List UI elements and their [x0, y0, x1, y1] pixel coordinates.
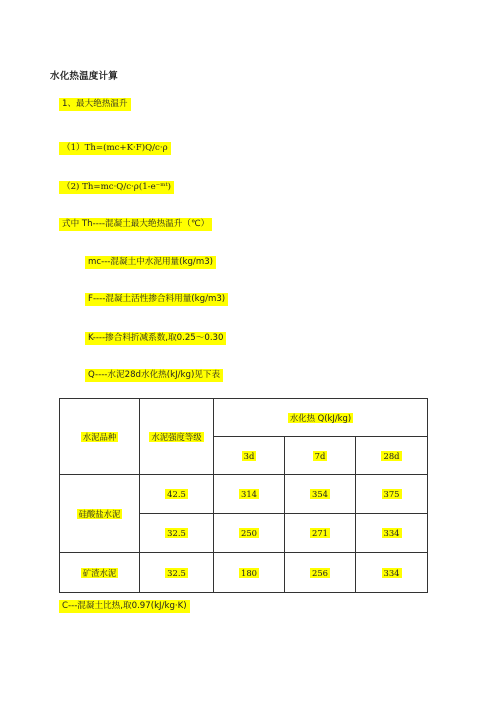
cell-heat-28d: 375	[356, 475, 428, 514]
formula-1: （1）Th=(mc+K·F)Q/c·ρ	[59, 142, 171, 155]
cell-heat-3d: 250	[214, 514, 285, 553]
cell-heat-7d: 256	[285, 553, 356, 593]
cell-heat-3d: 314	[214, 475, 285, 514]
formula-2: （2) Th=mc·Q/c·ρ(1-e⁻ᵐᵗ)	[59, 181, 174, 194]
page-title: 水化热温度计算	[50, 71, 118, 82]
header-day: 28d	[356, 437, 428, 475]
section-heading: 1、最大绝热温升	[59, 98, 131, 111]
formula-where-line: 式中 Th----混凝土最大绝热温升（℃）	[59, 218, 212, 231]
cell-heat-28d: 334	[356, 514, 428, 553]
cell-grade: 42.5	[140, 475, 214, 514]
header-day: 3d	[214, 437, 285, 475]
hydration-heat-table	[59, 398, 428, 593]
definition-k: K----掺合料折减系数,取0.25～0.30	[85, 332, 226, 345]
definition-f: F----混凝土活性掺合料用量(kg/m3)	[85, 293, 228, 306]
definition-q: Q----水泥28d水化热(kJ/kg)见下表	[85, 369, 223, 382]
cell-heat-7d: 271	[285, 514, 356, 553]
definition-c: C---混凝土比热,取0.97(kJ/kg·K)	[59, 600, 190, 613]
header-cement-type: 水泥品种	[60, 399, 140, 475]
cell-cement-type: 硅酸盐水泥	[60, 475, 140, 553]
cell-cement-type: 矿渣水泥	[60, 553, 140, 593]
header-day: 7d	[285, 437, 356, 475]
cell-heat-7d: 354	[285, 475, 356, 514]
header-hydration-heat: 水化热 Q(kJ/kg)	[214, 399, 428, 437]
cell-heat-3d: 180	[214, 553, 285, 593]
definition-mc: mc---混凝土中水泥用量(kg/m3)	[85, 256, 216, 269]
header-cement-grade: 水泥强度等级	[140, 399, 214, 475]
cell-grade: 32.5	[140, 553, 214, 593]
cell-heat-28d: 334	[356, 553, 428, 593]
cell-grade: 32.5	[140, 514, 214, 553]
